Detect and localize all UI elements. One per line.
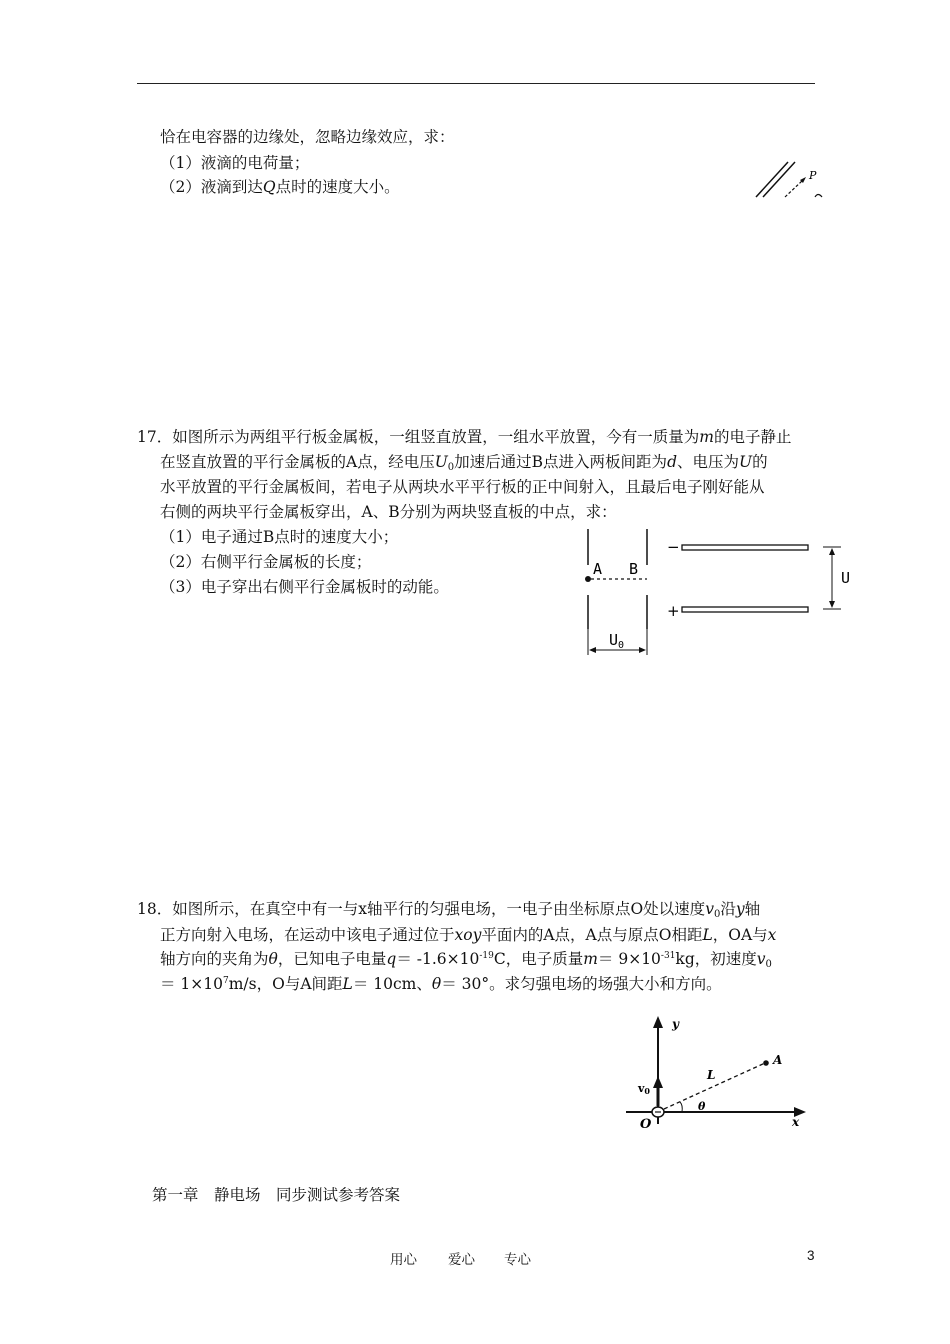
header-rule [137,83,815,84]
label-u0: $U_0$ [609,631,625,651]
label-v0: v0 [638,1082,650,1096]
q18-line-1: 18．如图所示，在真空中有一与x轴平行的匀强电场，一电子由坐标原点O处以速度$v_0$沿y轴 [137,900,761,920]
q16-item-2: （2）液滴到达Q点时的速度大小。 [160,178,400,196]
q18-coordinate-figure [620,1012,820,1132]
point-a [763,1060,769,1066]
angle-arc [680,1102,682,1112]
q18-line-3: 轴方向的夹角为θ，已知电子电量$q= -1.6\times 10^{-19}C$，电子质量$m= 9\times 10^{-31}kg$，初速度$v_0$ [160,950,772,970]
q17-item-2: （2）右侧平行金属板的长度； [160,553,372,571]
label-a: A [593,560,603,578]
label-y: y [672,1017,679,1031]
q16-capacitor-figure [748,160,828,198]
label-b: B [629,560,639,578]
footer-slogan-1: 用心 [390,1252,417,1268]
q18-line-2: 正方向射入电场，在运动中该电子通过位于xoy平面内的A点，A点与原点O相距L，OA与x [160,926,777,944]
q17-line-3: 水平放置的平行金属板间，若电子从两块水平平行板的正中间射入，且最后电子刚好能从 [160,478,765,496]
label-x: x [792,1115,800,1129]
page-number: 3 [807,1248,815,1263]
q17-line-4: 右侧的两块平行金属板穿出，A、B分别为两块竖直板的中点，求： [160,503,617,521]
q18-line-4: ＝ $1\times 10^7m/s$，O与A间距L＝ 10cm、θ＝ 30°。求匀强电场的场强大小和方向。 [160,975,722,993]
q17-line-2: 在竖直放置的平行金属板的A点，经电压$U_0$加速后通过B点进入两板间距为d、电压为U的 [160,453,768,473]
label-u: U [841,569,851,587]
q17-item-3: （3）电子穿出右侧平行金属板时的动能。 [160,578,449,596]
footer-slogan-2: 爱心 [448,1252,475,1268]
q17-item-1: （1）电子通过B点时的速度大小； [160,528,399,546]
label-o: O [640,1117,652,1132]
q17-plates-figure [575,527,875,662]
q16-line: 恰在电容器的边缘处，忽略边缘效应，求： [160,128,455,146]
label-l: L [707,1068,716,1082]
label-plus: + [667,602,680,620]
label-minus: − [667,538,680,556]
q17-line-1: 17．如图所示为两组平行板金属板，一组竖直放置，一组水平放置，今有一质量为m的电子静止 [137,428,792,446]
q16-label-p: P [809,169,817,182]
label-theta: θ [698,1100,706,1113]
label-a: A [773,1053,783,1067]
upper-horizontal-plate [682,545,808,550]
lower-horizontal-plate [682,607,808,612]
answer-heading: 第一章 静电场 同步测试参考答案 [152,1186,401,1204]
footer-slogan-3: 专心 [504,1252,531,1268]
point-a-dot [585,576,591,582]
q16-item-1: （1）液滴的电荷量； [160,154,310,172]
